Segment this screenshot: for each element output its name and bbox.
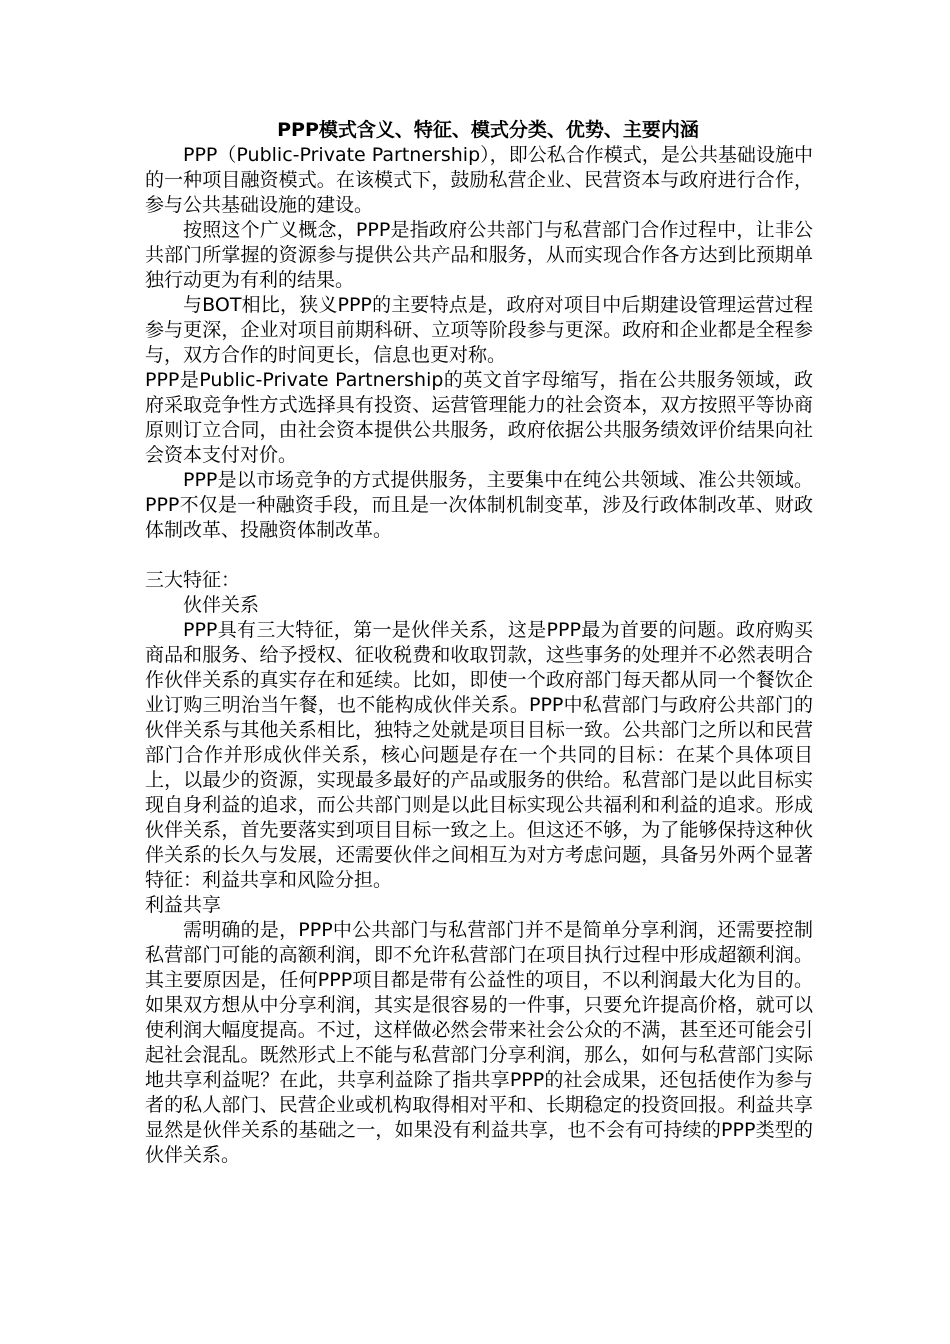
- paragraph-partnership: PPP具有三大特征，第一是伙伴关系，这是PPP最为首要的问题。政府购买商品和服务、给予授权、征收税费和收取罚款，这些事务的处理并不必然表明合作伙伴关系的真实存在和延续。比如，即使一个政府部门每天都从同一个餐饮企业订购三明治当午餐，也不能构成伙伴关系。PPP中私营部门与政府公共部门的伙伴关系与其他关系相比，独特之处就是项目目标一致。公共部门之所以和民营部门合作并形成伙伴关系，核心问题是存在一个共同的目标：在某个具体项目上，以最少的资源，实现最多最好的产品或服务的供给。私营部门是以此目标实现自身利益的追求，而公共部门则是以此目标实现公共福利和利益的追求。形成伙伴关系，首先要落实到项目目标一致之上。但这还不够，为了能够保持这种伙伴关系的长久与发展，还需要伙伴之间相互为对方考虑问题，具备另外两个显著特征：利益共享和风险分担。: [145, 619, 813, 891]
- paragraph-benefit-sharing: 需明确的是，PPP中公共部门与私营部门并不是简单分享利润，还需要控制私营部门可能的高额利润，即不允许私营部门在项目执行过程中形成超额利润。其主要原因是，任何PPP项目都是带有公益性的项目，不以利润最大化为目的。如果双方想从中分享利润，其实是很容易的一件事，只要允许提高价格，就可以使利润大幅度提高。不过，这样做必然会带来社会公众的不满，甚至还可能会引起社会混乱。既然形式上不能与私营部门分享利润，那么，如何与私营部门实际地共享利益呢？在此，共享利益除了指共享PPP的社会成果，还包括使作为参与者的私人部门、民营企业或机构取得相对平和、长期稳定的投资回报。利益共享显然是伙伴关系的基础之一，如果没有利益共享，也不会有可持续的PPP类型的伙伴关系。: [145, 919, 813, 1166]
- paragraph-acronym: PPP是Public-Private Partnership的英文首字母缩写，指在公共服务领域，政府采取竞争性方式选择具有投资、运营管理能力的社会资本，双方按照平等协商原则订立合同，由社会资本提供公共服务，政府依据公共服务绩效评价结果向社会资本支付对价。: [145, 369, 813, 466]
- section-heading: 三大特征：: [145, 569, 241, 591]
- blank-line: [145, 543, 813, 568]
- paragraph-broad-concept: 按照这个广义概念，PPP是指政府公共部门与私营部门合作过程中，让非公共部门所掌握的资源参与提供公共产品和服务，从而实现合作各方达到比预期单独行动更为有利的结果。: [145, 219, 813, 291]
- paragraph-bot-comparison: 与BOT相比，狭义PPP的主要特点是，政府对项目中后期建设管理运营过程参与更深，企业对项目前期科研、立项等阶段参与更深。政府和企业都是全程参与，双方合作的时间更长，信息也更对称。: [145, 294, 813, 366]
- paragraph-definition: PPP（Public-Private Partnership），即公私合作模式，是公共基础设施中的一种项目融资模式。在该模式下，鼓励私营企业、民营资本与政府进行合作，参与公共基础设施的建设。: [145, 144, 813, 216]
- subheading-partnership: 伙伴关系: [183, 594, 260, 616]
- subheading-benefit-sharing: 利益共享: [145, 894, 222, 916]
- document-title: PPP模式含义、特征、模式分类、优势、主要内涵: [277, 119, 699, 141]
- document-body: [145, 118, 813, 1168]
- paragraph-market-competition: PPP是以市场竞争的方式提供服务，主要集中在纯公共领域、准公共领域。PPP不仅是一种融资手段，而且是一次体制机制变革，涉及行政体制改革、财政体制改革、投融资体制改革。: [145, 469, 813, 541]
